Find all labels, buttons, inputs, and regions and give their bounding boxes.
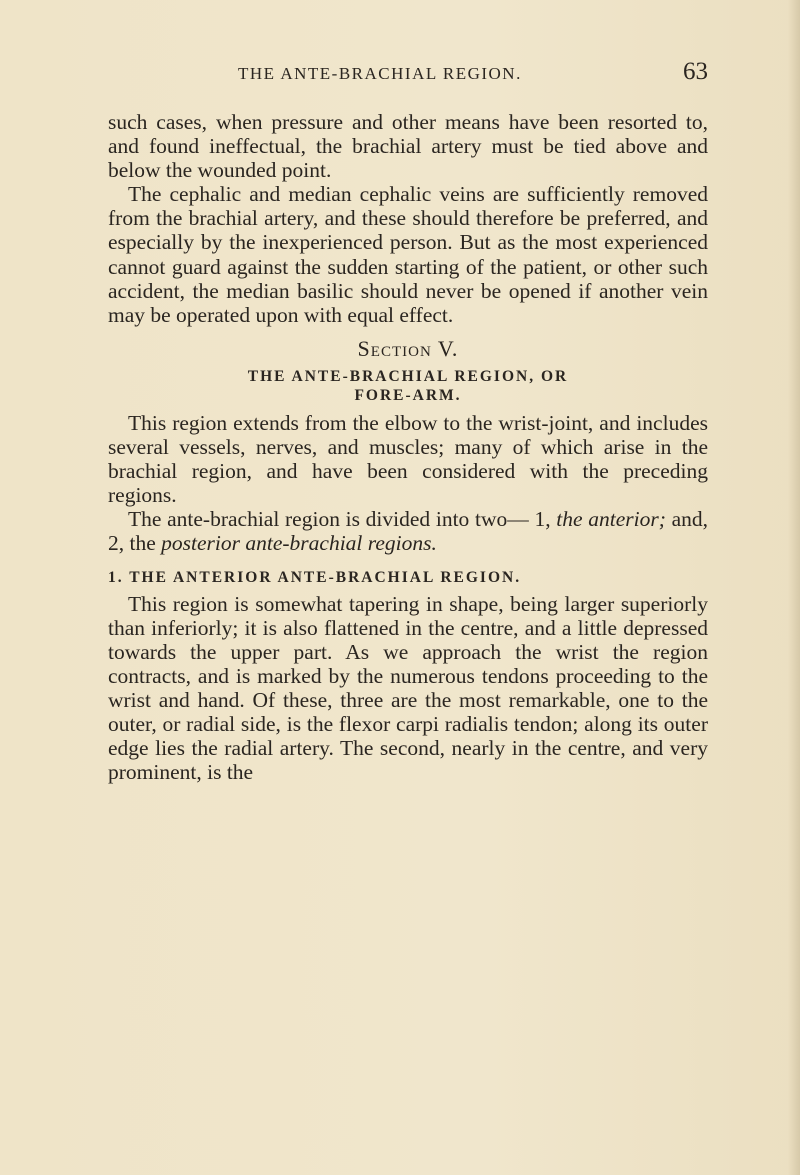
paragraph-1: such cases, when pressure and other means have been resorted to, and found ineffectual, the brachial artery must be tied above and below the wounded point. xyxy=(108,110,708,183)
region-heading-line-1: THE ANTE-BRACHIAL REGION, OR xyxy=(247,367,569,385)
section-title: Section V. xyxy=(357,335,459,361)
page-number: 63 xyxy=(683,58,708,85)
page-header xyxy=(108,58,708,92)
paragraph-4-mid: and, 2, the xyxy=(108,507,709,556)
paragraph-3: This region extends from the elbow to the wrist-joint, and includes several vessels, nerves, and muscles; many of which arise in the brachial region, and have been considered with the preceding regions. xyxy=(108,410,708,508)
paragraph-4-italic-2: posterior ante-brachial regions. xyxy=(161,531,437,556)
page-edge-shadow xyxy=(788,0,800,1175)
region-heading xyxy=(108,367,708,405)
paragraph-4-start: The ante-brachial region is divided into two— 1, xyxy=(128,507,557,532)
region-heading-line-2: FORE-ARM. xyxy=(354,386,462,404)
page-body xyxy=(108,110,708,784)
paragraph-5: This region is somewhat tapering in shape, being larger superiorly than inferiorly; it is also flattened in the centre, and a little depressed towards the upper part. As we approach the wrist the region contracts, and is marked by the numerous tendons proceeding to the wrist and hand. Of these, three are the most remarkable, one to the outer, or radial side, is the flexor carpi radialis tendon; along its outer edge lies the radial artery. The second, nearly in the centre, and very prominent, is the xyxy=(108,591,708,785)
running-head: THE ANTE-BRACHIAL REGION. xyxy=(238,64,522,83)
paragraph-4 xyxy=(108,507,708,555)
sub-heading: 1. THE ANTERIOR ANTE-BRACHIAL REGION. xyxy=(108,568,522,586)
paragraph-2: The cephalic and median cephalic veins are sufficiently removed from the brachial artery, and these should therefore be preferred, and especially by the inexperienced person. But as the most experienced cannot guard against the sudden starting of the patient, or other such accident, the median basilic should never be opened if another vein may be operated upon with equal effect. xyxy=(108,182,708,327)
paragraph-4-italic-1: the anterior; xyxy=(556,507,666,532)
